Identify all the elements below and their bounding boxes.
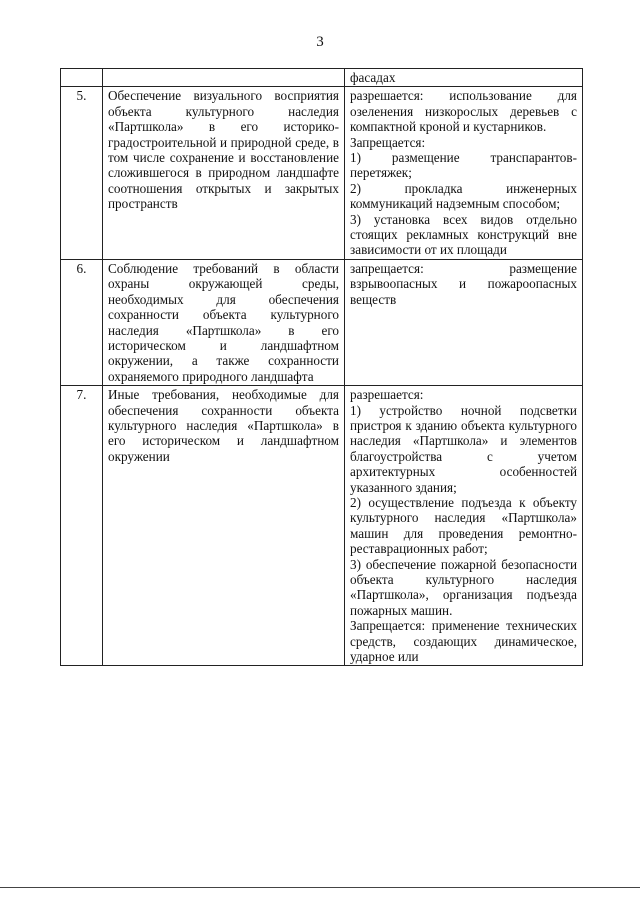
regime-cell bbox=[345, 69, 583, 87]
table-row bbox=[61, 87, 583, 259]
regime-paragraph: 3) установка всех видов отдельно стоящих рекламных конструкций вне зависимости от их площади bbox=[350, 211, 577, 258]
requirement-text: Соблюдение требований в области охраны окружающей среды, необходимых для обеспечения сохранности объекта культурного наследия «Партшкола» в его историческом и ландшафтном окружении, а также сохранности охраняемого природного ландшафта bbox=[108, 260, 339, 384]
requirement-cell bbox=[103, 386, 345, 666]
regime-paragraph: 1) устройство ночной подсветки пристроя к зданию объекта культурного наследия «Партшкола» и элементов благоустройства с учетом архитектурных особенностей указанного здания; bbox=[350, 402, 577, 495]
row-number bbox=[61, 69, 103, 87]
regime-paragraph: Запрещается: bbox=[350, 134, 426, 150]
regime-cell bbox=[345, 87, 583, 259]
table-row-continuation bbox=[61, 69, 583, 87]
regime-paragraph: 2) осуществление подъезда к объекту культурного наследия «Партшкола» машин для проведения ремонтно-реставрационных работ; bbox=[350, 494, 577, 557]
row-number: 6. bbox=[61, 259, 103, 385]
regime-paragraph: запрещается: размещение взрывоопасных и пожароопасных веществ bbox=[350, 260, 577, 307]
regime-paragraph: разрешается: bbox=[350, 387, 424, 403]
regime-paragraph: разрешается: использование для озеленения низкорослых деревьев с компактной кроной и кустарников. bbox=[350, 88, 577, 135]
regime-paragraph: 2) прокладка инженерных коммуникаций надземным способом; bbox=[350, 180, 577, 212]
row-number: 7. bbox=[61, 386, 103, 666]
requirement-cell bbox=[103, 259, 345, 385]
regime-paragraph: фасадах bbox=[350, 70, 396, 85]
requirements-table bbox=[60, 68, 583, 666]
regime-cell bbox=[345, 259, 583, 385]
table-row bbox=[61, 386, 583, 666]
requirement-text: Обеспечение визуального восприятия объекта культурного наследия «Партшкола» в его историко-градостроительной и природной среде, в том числе сохранение и восстановление сложившегося в природном ландшафте соотношения открытых и закрытых пространств bbox=[108, 88, 339, 212]
requirement-text: Иные требования, необходимые для обеспечения сохранности объекта культурного наследия «Партшкола» в его историческом и ландшафтном окружении bbox=[108, 387, 339, 464]
regime-paragraph: Запрещается: применение технических средств, создающих динамическое, ударное или bbox=[350, 618, 577, 665]
requirement-cell bbox=[103, 69, 345, 87]
page-bottom-rule bbox=[0, 887, 640, 888]
table-row bbox=[61, 259, 583, 385]
requirement-cell bbox=[103, 87, 345, 259]
regime-cell bbox=[345, 386, 583, 666]
page-number: 3 bbox=[316, 34, 324, 50]
regime-paragraph: 1) размещение транспарантов-перетяжек; bbox=[350, 150, 577, 181]
regime-paragraph: 3) обеспечение пожарной безопасности объекта культурного наследия «Партшкола», организация подъезда пожарных машин. bbox=[350, 556, 577, 618]
row-number: 5. bbox=[61, 87, 103, 259]
